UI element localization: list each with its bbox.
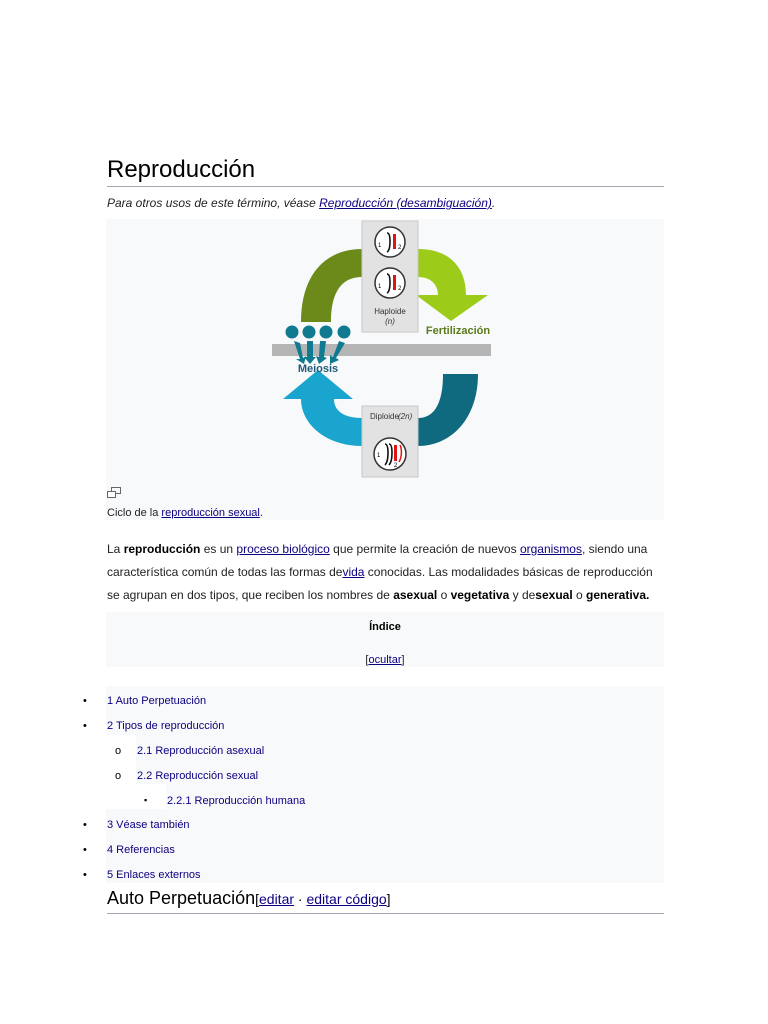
toc-toggle: [ocultar] [365, 654, 405, 666]
toc-header [106, 612, 664, 667]
vegetative-term: vegetativa [450, 588, 510, 602]
fertilization-label: Fertilización [425, 325, 491, 337]
organisms-link[interactable]: organismos [519, 542, 582, 556]
section-heading [107, 888, 391, 909]
edit-link[interactable]: editar [259, 891, 295, 907]
toc-bullet: o [115, 770, 122, 782]
biological-process-link[interactable]: proceso biológico [236, 542, 330, 556]
svg-text:2: 2 [398, 286, 402, 292]
sexual-reproduction-cycle-diagram [106, 219, 664, 499]
toc-bullet: • [83, 695, 87, 707]
reproduction-term: reproducción [123, 542, 201, 556]
diploid-ploidy: (2n) [398, 412, 413, 421]
toc-item-vease-tambien[interactable]: 3 Véase también [107, 819, 190, 831]
hatnote-prefix: Para otros usos de este término, véase [107, 196, 320, 210]
arrow-light-green [416, 249, 488, 321]
arrow-cyan [283, 370, 362, 446]
toc-item-referencias[interactable]: 4 Referencias [107, 844, 175, 856]
arrow-teal [418, 374, 478, 446]
caption-suffix: . [259, 507, 263, 519]
haploid-cell-bottom [375, 268, 405, 298]
disambiguation-link[interactable]: Reproducción (desambiguación) [319, 196, 492, 210]
sexual-reproduction-link[interactable]: reproducción sexual [161, 507, 260, 519]
haploid-ploidy: (n) [385, 317, 395, 326]
section-title: Auto Perpetuación [107, 888, 256, 908]
toc-item-auto-perpetuacion[interactable]: 1 Auto Perpetuación [107, 695, 207, 707]
hatnote-suffix: . [491, 196, 496, 210]
haploid-cell-top [375, 227, 405, 257]
toc-bullet: ▪ [144, 795, 148, 805]
meiosis-label: Meiosis [297, 363, 339, 375]
page-title: Reproducción [107, 156, 256, 183]
toc-bullet: o [115, 745, 122, 757]
caption-prefix: Ciclo de la [107, 507, 162, 519]
diploid-label: Diploide [370, 412, 399, 421]
toc-hide-link[interactable]: ocultar [368, 654, 402, 666]
toc-item-enlaces-externos[interactable]: 5 Enlaces externos [107, 869, 201, 881]
title-divider [107, 186, 664, 187]
asexual-term: asexual [393, 588, 438, 602]
division-bar [272, 344, 491, 356]
svg-text:2: 2 [394, 463, 398, 469]
diploid-cell [374, 438, 406, 470]
sexual-term: sexual [535, 588, 573, 602]
svg-text:1: 1 [378, 284, 382, 290]
toc-bullet: • [83, 819, 87, 831]
figure-caption [107, 507, 263, 519]
toc-bullet: • [83, 844, 87, 856]
toc-bullet: • [83, 869, 87, 881]
toc-item-reproduccion-asexual[interactable]: 2.1 Reproducción asexual [137, 745, 265, 757]
generative-term: generativa. [586, 588, 650, 602]
section-edit-links: [editar · editar código] [255, 891, 391, 907]
haploid-label: Haploide [374, 307, 406, 316]
life-link[interactable]: vida [342, 565, 365, 579]
section-divider [107, 913, 664, 914]
arrow-dark-green [301, 249, 362, 322]
toc-bullet: • [83, 720, 87, 732]
figure [106, 219, 664, 520]
hatnote [107, 196, 495, 210]
svg-text:2: 2 [398, 245, 402, 251]
toc-item-reproduccion-humana[interactable]: 2.2.1 Reproducción humana [167, 795, 306, 807]
toc-item-tipos-de-reproduccion[interactable]: 2 Tipos de reproducción [107, 720, 225, 732]
svg-text:1: 1 [378, 243, 382, 249]
svg-text:1: 1 [377, 453, 381, 459]
toc-title: Índice [369, 621, 401, 633]
edit-source-link[interactable]: editar código [306, 891, 387, 907]
toc-item-reproduccion-sexual[interactable]: 2.2 Reproducción sexual [137, 770, 259, 782]
intro-paragraph: La reproducción es un proceso biológico que permite la creación de nuevos organismos, siendo una característica común de todas las formas devida conocidas. Las modalidades básicas de reproducción se agrupan en dos tipos, que reciben los nombres de asexual o vegetativa y desexual o generativa. [107, 542, 653, 602]
